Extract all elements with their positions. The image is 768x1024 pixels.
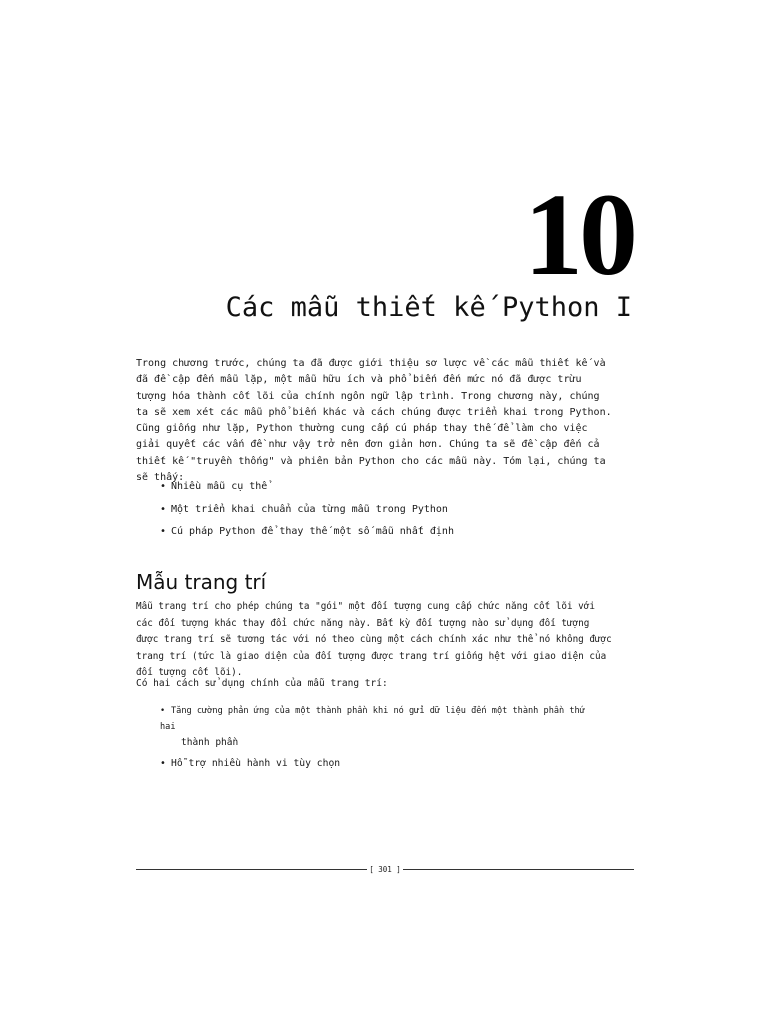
- list-item: [160, 524, 454, 547]
- list-item-text: Nhiều mẫu cụ thể: [171, 481, 268, 492]
- bullet-icon: •: [160, 758, 166, 769]
- list-item-text: Cú pháp Python để thay thế một số mẫu nhất định: [171, 526, 454, 537]
- section-heading: Mẫu trang trí: [136, 570, 267, 594]
- intro-paragraph: Trong chương trước, chúng ta đã được giới thiệu sơ lược về các mẫu thiết kế và đã đề cập đến mẫu lặp, một mẫu hữu ích và phổ biến đến mức nó đã được trừu tượng hóa thành cốt lõi của chính ngôn ngữ lập trình. Trong chương này, chúng ta sẽ xem xét các mẫu phổ biến khác và cách chúng được triển khai trong Python. Cũng giống như lặp, Python thường cung cấp cú pháp thay thế để làm cho việc giải quyết các vấn đề như vậy trở nên đơn giản hơn. Chúng ta sẽ đề cập đến cả thiết kế "truyền thống" và phiên bản Python cho các mẫu này. Tóm lại, chúng ta sẽ thấy:: [136, 358, 612, 484]
- footer-rule-left: [136, 869, 367, 870]
- intro-bullet-list: [160, 479, 454, 547]
- list-item-text: Hỗ trợ nhiều hành vi tùy chọn: [171, 758, 341, 769]
- page-footer: [136, 862, 634, 876]
- chapter-number: 10: [524, 169, 634, 300]
- bullet-icon: •: [160, 706, 166, 716]
- section-paragraph-uses: Có hai cách sử dụng chính của mẫu trang trí:: [136, 678, 388, 689]
- footer-rule-right: [403, 869, 634, 870]
- list-item: [160, 502, 454, 525]
- bullet-icon: •: [160, 526, 167, 537]
- chapter-title: Các mẫu thiết kế Python I: [225, 292, 632, 323]
- list-item: [160, 479, 454, 502]
- list-item: [160, 756, 600, 772]
- list-item: [160, 703, 600, 751]
- list-item-text: Một triển khai chuẩn của từng mẫu trong Python: [171, 503, 448, 515]
- bullet-icon: •: [160, 503, 167, 515]
- bullet-icon: •: [160, 481, 167, 492]
- list-item-text: Tăng cường phản ứng của một thành phần khi nó gửi dữ liệu đến một thành phần thứ hai: [160, 706, 585, 732]
- section-bullet-list: [160, 703, 600, 772]
- list-item-continuation: thành phần: [181, 737, 239, 748]
- page-number: [ 301 ]: [369, 864, 401, 874]
- section-paragraph: Mẫu trang trí cho phép chúng ta "gói" một đối tượng cung cấp chức năng cốt lõi với các đối tượng khác thay đổi chức năng này. Bất kỳ đối tượng nào sử dụng đối tượng được trang trí sẽ tương tác với nó theo cùng một cách chính xác như thể nó không được trang trí (tức là giao diện của đối tượng được trang trí giống hệt với giao diện của đối tượng cốt lõi).: [136, 601, 612, 679]
